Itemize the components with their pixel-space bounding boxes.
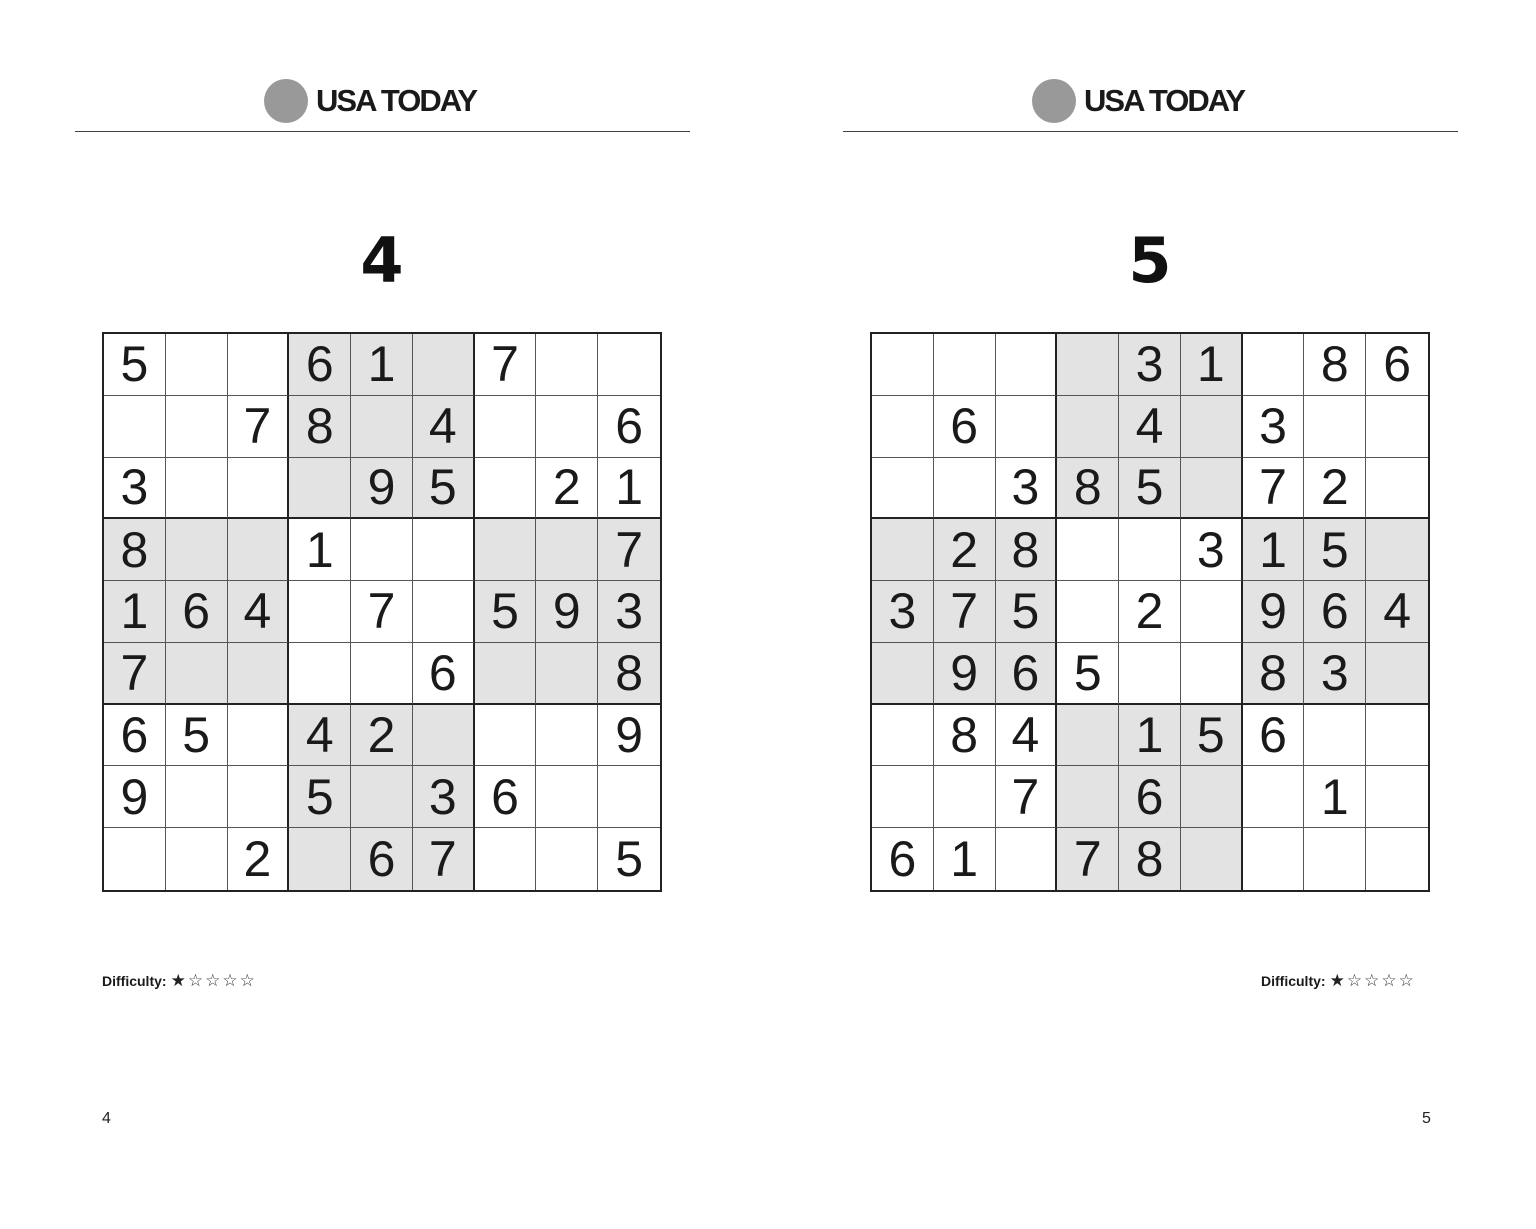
sudoku-cell[interactable]: 8 bbox=[289, 396, 351, 458]
sudoku-cell[interactable] bbox=[289, 643, 351, 705]
sudoku-cell[interactable]: 6 bbox=[872, 828, 934, 890]
sudoku-cell[interactable]: 8 bbox=[104, 519, 166, 581]
sudoku-cell[interactable]: 6 bbox=[166, 581, 228, 643]
sudoku-cell[interactable] bbox=[1304, 396, 1366, 458]
sudoku-cell[interactable]: 1 bbox=[104, 581, 166, 643]
sudoku-cell[interactable] bbox=[934, 766, 996, 828]
sudoku-cell[interactable]: 7 bbox=[475, 334, 537, 396]
sudoku-cell[interactable]: 9 bbox=[104, 766, 166, 828]
sudoku-cell[interactable]: 5 bbox=[166, 705, 228, 767]
usa-today-logo-dot bbox=[1032, 79, 1076, 123]
sudoku-cell[interactable]: 7 bbox=[996, 766, 1058, 828]
sudoku-cell[interactable]: 2 bbox=[351, 705, 413, 767]
sudoku-cell[interactable] bbox=[351, 396, 413, 458]
sudoku-cell[interactable]: 1 bbox=[1243, 519, 1305, 581]
sudoku-cell[interactable] bbox=[598, 766, 660, 828]
sudoku-cell[interactable] bbox=[1181, 396, 1243, 458]
sudoku-cell[interactable]: 5 bbox=[413, 458, 475, 520]
sudoku-cell[interactable]: 5 bbox=[104, 334, 166, 396]
sudoku-cell[interactable] bbox=[351, 519, 413, 581]
masthead-title: USA TODAY bbox=[1084, 83, 1245, 118]
sudoku-cell[interactable]: 2 bbox=[536, 458, 598, 520]
sudoku-cell[interactable] bbox=[934, 334, 996, 396]
sudoku-cell[interactable]: 3 bbox=[1119, 334, 1181, 396]
sudoku-cell[interactable]: 5 bbox=[1057, 643, 1119, 705]
sudoku-cell[interactable] bbox=[351, 766, 413, 828]
sudoku-cell[interactable] bbox=[1119, 643, 1181, 705]
sudoku-cell[interactable]: 6 bbox=[351, 828, 413, 890]
sudoku-cell[interactable]: 3 bbox=[872, 581, 934, 643]
sudoku-cell[interactable] bbox=[228, 458, 290, 520]
sudoku-cell[interactable] bbox=[289, 581, 351, 643]
sudoku-grid bbox=[870, 332, 1430, 892]
sudoku-cell[interactable] bbox=[872, 458, 934, 520]
sudoku-cell[interactable] bbox=[1304, 828, 1366, 890]
sudoku-cell[interactable]: 6 bbox=[1304, 581, 1366, 643]
sudoku-cell[interactable]: 9 bbox=[934, 643, 996, 705]
difficulty-stars bbox=[1330, 972, 1414, 990]
sudoku-cell[interactable] bbox=[1243, 766, 1305, 828]
sudoku-cell[interactable]: 3 bbox=[1243, 396, 1305, 458]
sudoku-cell[interactable] bbox=[872, 396, 934, 458]
difficulty-rating bbox=[102, 972, 255, 990]
usa-today-logo-dot bbox=[264, 79, 308, 123]
header-divider bbox=[843, 131, 1458, 132]
sudoku-cell[interactable] bbox=[536, 766, 598, 828]
sudoku-cell[interactable] bbox=[1366, 705, 1428, 767]
sudoku-cell[interactable]: 7 bbox=[1057, 828, 1119, 890]
sudoku-cell[interactable] bbox=[413, 334, 475, 396]
sudoku-cell[interactable] bbox=[1366, 519, 1428, 581]
sudoku-cell[interactable] bbox=[1366, 396, 1428, 458]
sudoku-cell[interactable] bbox=[536, 643, 598, 705]
difficulty-label: Difficulty: bbox=[102, 973, 167, 989]
sudoku-cell[interactable] bbox=[475, 458, 537, 520]
sudoku-cell[interactable]: 8 bbox=[934, 705, 996, 767]
sudoku-cell[interactable]: 7 bbox=[351, 581, 413, 643]
masthead bbox=[264, 78, 476, 124]
sudoku-cell[interactable]: 4 bbox=[228, 581, 290, 643]
sudoku-cell[interactable] bbox=[1366, 458, 1428, 520]
star-outline-icon: ☆ bbox=[1346, 971, 1363, 991]
sudoku-cell[interactable] bbox=[934, 458, 996, 520]
sudoku-cell[interactable]: 3 bbox=[413, 766, 475, 828]
sudoku-cell[interactable] bbox=[536, 705, 598, 767]
sudoku-cell[interactable] bbox=[1181, 581, 1243, 643]
sudoku-cell[interactable] bbox=[1366, 643, 1428, 705]
star-outline-icon: ☆ bbox=[1381, 971, 1397, 991]
sudoku-cell[interactable] bbox=[228, 766, 290, 828]
sudoku-cell[interactable]: 8 bbox=[1243, 643, 1305, 705]
page-number: 5 bbox=[1422, 1110, 1431, 1127]
sudoku-cell[interactable]: 8 bbox=[1119, 828, 1181, 890]
sudoku-cell[interactable]: 5 bbox=[475, 581, 537, 643]
sudoku-cell[interactable] bbox=[536, 334, 598, 396]
sudoku-cell[interactable] bbox=[872, 519, 934, 581]
sudoku-cell[interactable]: 9 bbox=[351, 458, 413, 520]
sudoku-cell[interactable]: 7 bbox=[934, 581, 996, 643]
header-divider bbox=[75, 131, 690, 132]
sudoku-cell[interactable]: 5 bbox=[1181, 705, 1243, 767]
sudoku-cell[interactable]: 8 bbox=[996, 519, 1058, 581]
sudoku-cell[interactable] bbox=[166, 334, 228, 396]
sudoku-cell[interactable] bbox=[1366, 766, 1428, 828]
sudoku-cell[interactable] bbox=[1057, 519, 1119, 581]
sudoku-cell[interactable]: 8 bbox=[1304, 334, 1366, 396]
sudoku-cell[interactable] bbox=[228, 334, 290, 396]
sudoku-cell[interactable] bbox=[1181, 458, 1243, 520]
sudoku-cell[interactable] bbox=[996, 334, 1058, 396]
sudoku-cell[interactable]: 5 bbox=[1119, 458, 1181, 520]
sudoku-cell[interactable] bbox=[475, 828, 537, 890]
sudoku-cell[interactable] bbox=[1057, 396, 1119, 458]
sudoku-cell[interactable]: 5 bbox=[996, 581, 1058, 643]
sudoku-cell[interactable] bbox=[996, 396, 1058, 458]
sudoku-cell[interactable] bbox=[1057, 581, 1119, 643]
sudoku-cell[interactable] bbox=[413, 581, 475, 643]
sudoku-cell[interactable] bbox=[1057, 334, 1119, 396]
sudoku-cell[interactable] bbox=[536, 396, 598, 458]
sudoku-cell[interactable] bbox=[289, 458, 351, 520]
star-outline-icon: ☆ bbox=[1398, 971, 1414, 991]
sudoku-cell[interactable]: 2 bbox=[934, 519, 996, 581]
sudoku-cell[interactable] bbox=[289, 828, 351, 890]
page-number: 4 bbox=[102, 1110, 111, 1127]
sudoku-cell[interactable]: 3 bbox=[1304, 643, 1366, 705]
sudoku-cell[interactable]: 4 bbox=[1119, 396, 1181, 458]
sudoku-cell[interactable] bbox=[872, 643, 934, 705]
puzzle-number: 5 bbox=[1128, 224, 1172, 297]
sudoku-cell[interactable] bbox=[598, 334, 660, 396]
sudoku-cell[interactable]: 4 bbox=[413, 396, 475, 458]
sudoku-cell[interactable] bbox=[104, 828, 166, 890]
sudoku-cell[interactable] bbox=[1243, 334, 1305, 396]
sudoku-cell[interactable]: 1 bbox=[598, 458, 660, 520]
sudoku-cell[interactable] bbox=[1243, 828, 1305, 890]
sudoku-cell[interactable] bbox=[413, 705, 475, 767]
star-outline-icon: ☆ bbox=[239, 971, 255, 991]
star-outline-icon: ☆ bbox=[222, 971, 238, 991]
sudoku-cell[interactable] bbox=[166, 828, 228, 890]
sudoku-cell[interactable]: 3 bbox=[598, 581, 660, 643]
page-right bbox=[768, 0, 1536, 1229]
sudoku-cell[interactable]: 5 bbox=[1304, 519, 1366, 581]
sudoku-cell[interactable]: 8 bbox=[1057, 458, 1119, 520]
sudoku-cell[interactable] bbox=[872, 766, 934, 828]
sudoku-cell[interactable]: 8 bbox=[598, 643, 660, 705]
star-outline-icon: ☆ bbox=[1364, 971, 1380, 991]
sudoku-cell[interactable]: 6 bbox=[1243, 705, 1305, 767]
sudoku-cell[interactable] bbox=[475, 643, 537, 705]
sudoku-cell[interactable]: 1 bbox=[1181, 334, 1243, 396]
sudoku-cell[interactable]: 1 bbox=[351, 334, 413, 396]
star-filled-icon: ★ bbox=[170, 971, 186, 991]
sudoku-cell[interactable] bbox=[104, 396, 166, 458]
sudoku-cell[interactable] bbox=[413, 519, 475, 581]
masthead bbox=[1032, 78, 1244, 124]
sudoku-cell[interactable]: 3 bbox=[1181, 519, 1243, 581]
sudoku-cell[interactable] bbox=[166, 458, 228, 520]
sudoku-cell[interactable]: 9 bbox=[1243, 581, 1305, 643]
sudoku-cell[interactable]: 2 bbox=[228, 828, 290, 890]
sudoku-cell[interactable] bbox=[166, 519, 228, 581]
star-outline-icon: ☆ bbox=[205, 971, 221, 991]
sudoku-cell[interactable] bbox=[351, 643, 413, 705]
sudoku-cell[interactable]: 4 bbox=[289, 705, 351, 767]
difficulty-stars bbox=[171, 972, 255, 990]
sudoku-cell[interactable] bbox=[1304, 705, 1366, 767]
sudoku-cell[interactable]: 9 bbox=[598, 705, 660, 767]
sudoku-cell[interactable] bbox=[536, 828, 598, 890]
sudoku-cell[interactable]: 6 bbox=[1366, 334, 1428, 396]
sudoku-cell[interactable]: 1 bbox=[1119, 705, 1181, 767]
sudoku-cell[interactable]: 5 bbox=[598, 828, 660, 890]
sudoku-cell[interactable]: 6 bbox=[996, 643, 1058, 705]
sudoku-cell[interactable] bbox=[1057, 705, 1119, 767]
sudoku-cell[interactable]: 6 bbox=[475, 766, 537, 828]
masthead-title: USA TODAY bbox=[316, 83, 477, 118]
sudoku-cell[interactable]: 9 bbox=[536, 581, 598, 643]
sudoku-cell[interactable]: 4 bbox=[996, 705, 1058, 767]
sudoku-cell[interactable] bbox=[1181, 828, 1243, 890]
sudoku-cell[interactable] bbox=[1181, 766, 1243, 828]
sudoku-cell[interactable] bbox=[228, 519, 290, 581]
sudoku-cell[interactable] bbox=[872, 705, 934, 767]
sudoku-cell[interactable]: 2 bbox=[1304, 458, 1366, 520]
sudoku-cell[interactable] bbox=[475, 396, 537, 458]
sudoku-cell[interactable]: 7 bbox=[598, 519, 660, 581]
puzzle-number: 4 bbox=[360, 224, 404, 297]
sudoku-cell[interactable] bbox=[228, 643, 290, 705]
difficulty-label: Difficulty: bbox=[1261, 973, 1326, 989]
sudoku-cell[interactable]: 7 bbox=[104, 643, 166, 705]
star-filled-icon: ★ bbox=[1329, 971, 1345, 991]
sudoku-cell[interactable]: 4 bbox=[1366, 581, 1428, 643]
sudoku-cell[interactable] bbox=[1119, 519, 1181, 581]
sudoku-cell[interactable]: 1 bbox=[289, 519, 351, 581]
sudoku-cell[interactable]: 6 bbox=[289, 334, 351, 396]
sudoku-cell[interactable] bbox=[166, 643, 228, 705]
sudoku-cell[interactable] bbox=[166, 766, 228, 828]
sudoku-cell[interactable]: 3 bbox=[104, 458, 166, 520]
sudoku-cell[interactable] bbox=[1366, 828, 1428, 890]
sudoku-cell[interactable] bbox=[1057, 766, 1119, 828]
sudoku-cell[interactable] bbox=[1181, 643, 1243, 705]
sudoku-cell[interactable]: 5 bbox=[289, 766, 351, 828]
sudoku-cell[interactable]: 1 bbox=[1304, 766, 1366, 828]
sudoku-cell[interactable]: 7 bbox=[228, 396, 290, 458]
sudoku-cell[interactable]: 1 bbox=[934, 828, 996, 890]
star-outline-icon: ☆ bbox=[187, 971, 204, 991]
sudoku-cell[interactable]: 6 bbox=[1119, 766, 1181, 828]
sudoku-cell[interactable]: 6 bbox=[413, 643, 475, 705]
sudoku-cell[interactable]: 6 bbox=[598, 396, 660, 458]
sudoku-cell[interactable]: 2 bbox=[1119, 581, 1181, 643]
sudoku-cell[interactable]: 3 bbox=[996, 458, 1058, 520]
sudoku-cell[interactable] bbox=[166, 396, 228, 458]
difficulty-rating bbox=[1261, 972, 1414, 990]
sudoku-cell[interactable] bbox=[536, 519, 598, 581]
sudoku-cell[interactable] bbox=[228, 705, 290, 767]
sudoku-cell[interactable]: 6 bbox=[934, 396, 996, 458]
sudoku-cell[interactable] bbox=[475, 705, 537, 767]
sudoku-cell[interactable] bbox=[475, 519, 537, 581]
sudoku-cell[interactable] bbox=[872, 334, 934, 396]
sudoku-cell[interactable]: 7 bbox=[413, 828, 475, 890]
sudoku-cell[interactable] bbox=[996, 828, 1058, 890]
sudoku-grid bbox=[102, 332, 662, 892]
sudoku-cell[interactable]: 7 bbox=[1243, 458, 1305, 520]
sudoku-cell[interactable]: 6 bbox=[104, 705, 166, 767]
